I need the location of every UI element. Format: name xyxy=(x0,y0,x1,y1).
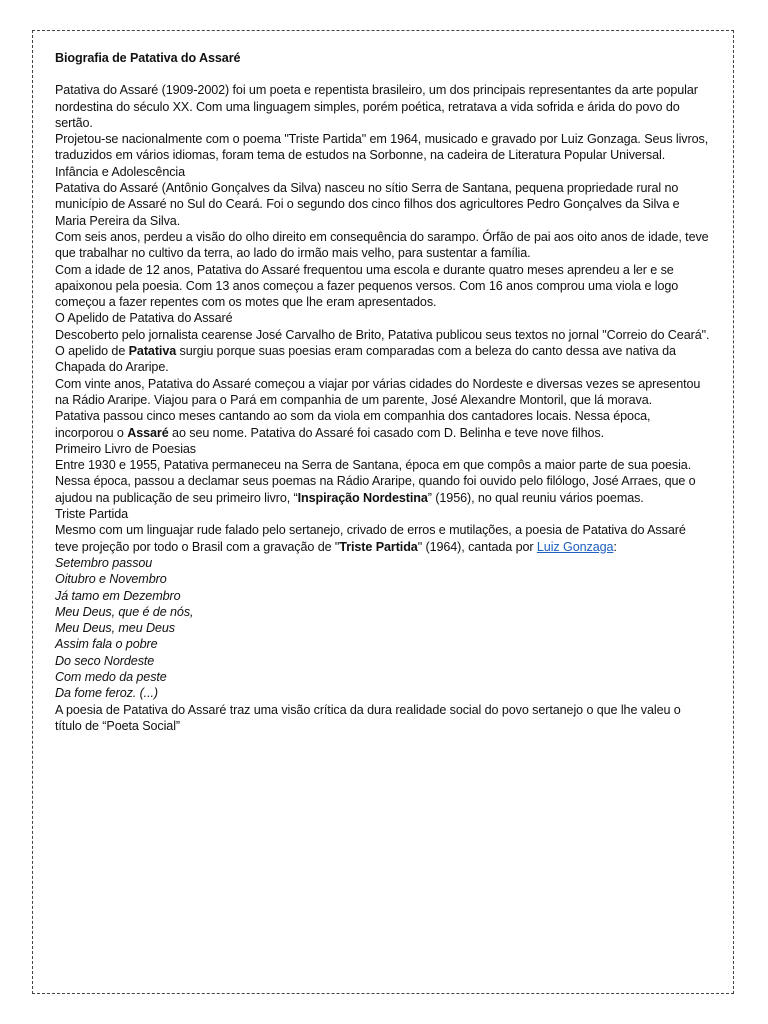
heading-triste-partida: Triste Partida xyxy=(55,507,129,522)
paragraph-first-book xyxy=(55,457,710,506)
bold-song-title: Triste Partida xyxy=(339,539,418,554)
paragraph-singing xyxy=(55,408,710,441)
paragraph-projection xyxy=(55,522,710,555)
verse-line: Do seco Nordeste xyxy=(55,653,155,668)
paragraph-intro: Patativa do Assaré (1909-2002) foi um poeta e repentista brasileiro, um dos principais representantes da arte popular nordestina do século XX. Com uma linguagem simples, porém poética, retratava a vida sofrida e árida do povo do sertão. xyxy=(55,83,698,130)
bold-assare: Assaré xyxy=(127,425,169,440)
text-segment: " (1964), cantada por xyxy=(417,539,537,554)
verse-line: Da fome feroz. (...) xyxy=(55,686,158,701)
text-segment: ao seu nome. Patativa do Assaré foi casado com D. Belinha e teve nove filhos. xyxy=(168,425,604,440)
luiz-gonzaga-link[interactable]: Luiz Gonzaga xyxy=(536,539,614,554)
text-segment: Patativa passou cinco meses cantando ao som da viola em companhia dos cantadores locais. Nessa época, incorporou o xyxy=(55,409,651,440)
paragraph-travel: Com vinte anos, Patativa do Assaré começou a viajar por várias cidades do Nordeste e diversas vezes se apresentou na Rádio Araripe. Viajou para o Pará em companhia de um parente, José Alexandre Montoril, que lá morava. xyxy=(55,376,701,407)
text-segment: : xyxy=(613,539,617,554)
verse-line: Assim fala o pobre xyxy=(55,637,158,652)
text-segment: surgiu porque suas poesias eram comparadas com a beleza do canto dessa ave nativa da Chapada do Araripe. xyxy=(55,344,676,375)
text-segment: ” (1956), no qual reuniu vários poemas. xyxy=(427,490,644,505)
bold-book-title: Inspiração Nordestina xyxy=(297,490,428,505)
verse-line: Meu Deus, que é de nós, xyxy=(55,604,194,619)
verse-line: Já tamo em Dezembro xyxy=(55,588,181,603)
document-title: Biografia de Patativa do Assaré xyxy=(55,51,241,65)
paragraph-school: Com a idade de 12 anos, Patativa do Assaré frequentou uma escola e durante quatro meses aprendeu a ler e se apaixonou pela poesia. Com 13 anos começou a fazer pequenos versos. Com 16 anos comprou uma viola e logo começou a fazer repentes com os motes que lhe eram apresentados. xyxy=(55,262,679,310)
text-segment: Descoberto pelo jornalista cearense José Carvalho de Brito, Patativa publicou seus textos no jornal "Correio do Ceará". O apelido de xyxy=(55,327,710,359)
heading-childhood: Infância e Adolescência xyxy=(55,164,186,179)
heading-nickname: O Apelido de Patativa do Assaré xyxy=(55,311,233,326)
paragraph-discovered xyxy=(55,327,710,376)
paragraph-conclusion: A poesia de Patativa do Assaré traz uma visão crítica da dura realidade social do povo sertanejo o que lhe valeu o título de “Poeta Social” xyxy=(55,702,681,733)
paragraph-birth: Patativa do Assaré (Antônio Gonçalves da Silva) nasceu no sítio Serra de Santana, pequena propriedade rural no município de Assaré no Sul do Ceará. Foi o segundo dos cinco filhos dos agricultores Pedro Gonçalves da Silva e Maria Pereira da Silva. xyxy=(55,181,680,228)
heading-first-book: Primeiro Livro de Poesias xyxy=(55,441,196,456)
text-segment: Entre 1930 e 1955, Patativa permaneceu na Serra de Santana, época em que compôs a maior parte de sua poesia. Nessa época, passou a declamar seus poemas na Rádio Araripe, quando foi ouvido pelo filólogo, José Arraes, que o ajudou na publicação de seu primeiro livro, “ xyxy=(55,458,696,505)
verse-line: Meu Deus, meu Deus xyxy=(55,621,175,636)
document-body xyxy=(55,50,710,734)
bold-patativa: Patativa xyxy=(128,344,177,359)
verse-line: Oitubro e Novembro xyxy=(55,572,167,587)
paragraph-vision: Com seis anos, perdeu a visão do olho direito em consequência do sarampo. Órfão de pai aos oito anos de idade, teve que trabalhar no cultivo da terra, ao lado do irmão mais velho, para sustentar a família. xyxy=(55,229,709,261)
verse-line: Setembro passou xyxy=(55,555,153,570)
text-segment: Mesmo com um linguajar rude falado pelo sertanejo, crivado de erros e mutilações, a poesia de Patativa do Assaré teve projeção por todo o Brasil com a gravação de " xyxy=(55,523,686,554)
verse-line: Com medo da peste xyxy=(55,669,167,684)
paragraph-national: Projetou-se nacionalmente com o poema "Triste Partida" em 1964, musicado e gravado por Luiz Gonzaga. Seus livros, traduzidos em vários idiomas, foram tema de estudos na Sorbonne, na cadeira de Literatura Popular Universal. xyxy=(55,132,709,163)
